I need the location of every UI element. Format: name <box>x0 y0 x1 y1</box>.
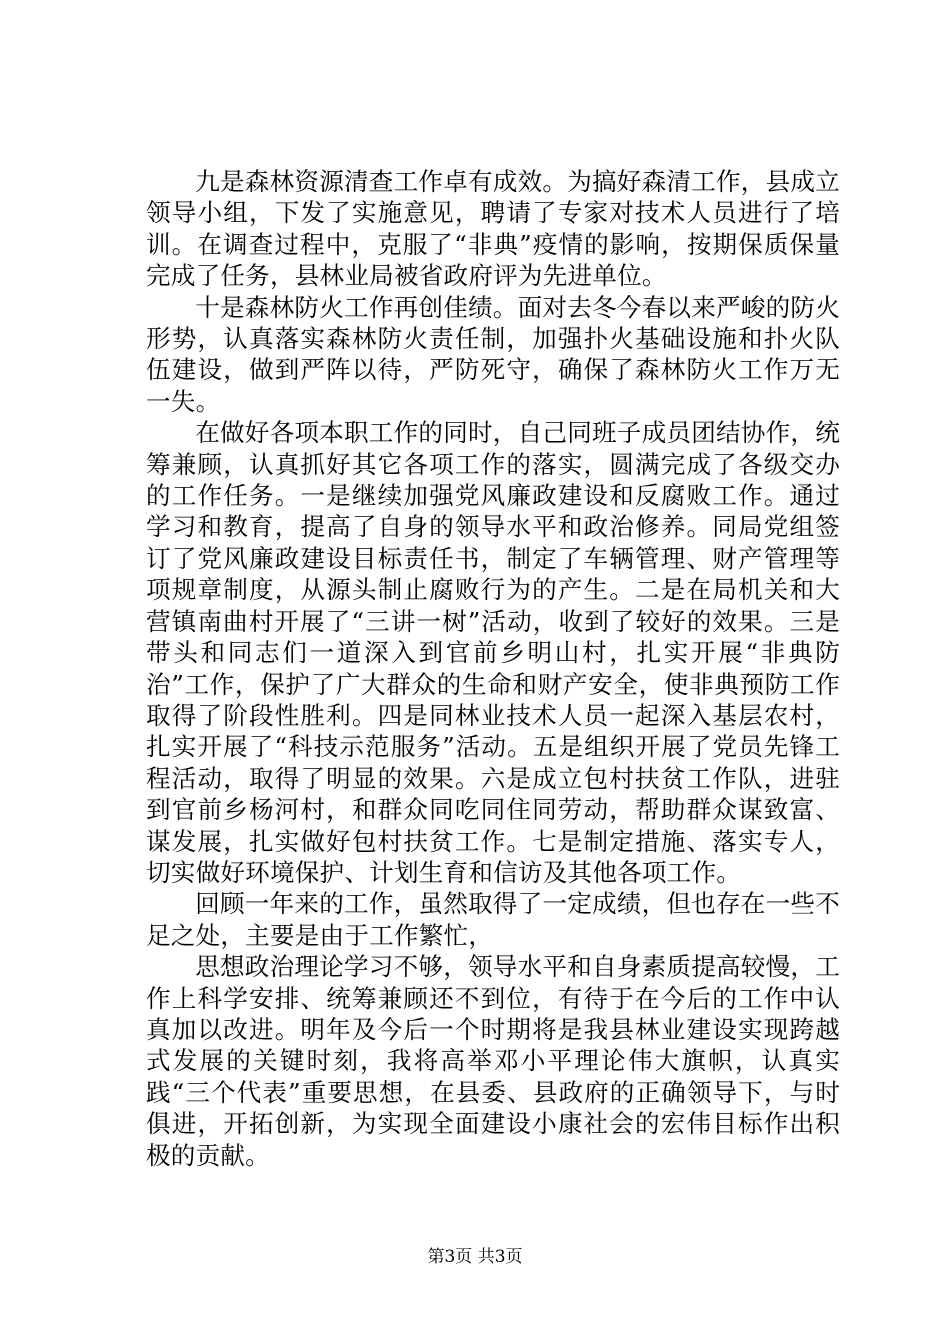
document-body <box>146 166 840 1171</box>
paragraph-forest-inventory: 九是森林资源清查工作卓有成效。为搞好森清工作，县成立领导小组，下发了实施意见，聘请了专家对技术人员进行了培训。在调查过程中，克服了“非典”疫情的影响，按期保质保量完成了任务，县林业局被省政府评为先进单位。 <box>146 167 840 291</box>
paragraph-shortcomings: 回顾一年来的工作，虽然取得了一定成绩，但也存在一些不足之处，主要是由于工作繁忙， <box>146 889 840 950</box>
page-number-footer: 第3页 共3页 <box>427 1247 523 1267</box>
paragraph-fire-prevention: 十是森林防火工作再创佳绩。面对去冬今春以来严峻的防火形势，认真落实森林防火责任制，加强扑火基础设施和扑火队伍建设，做到严阵以待，严防死守，确保了森林防火工作万无一失。 <box>146 292 840 416</box>
paragraph-other-work: 在做好各项本职工作的同时，自己同班子成员团结协作，统筹兼顾，认真抓好其它各项工作的落实，圆满完成了各级交办的工作任务。一是继续加强党风廉政建设和反腐败工作。通过学习和教育，提高了自身的领导水平和政治修养。同局党组签订了党风廉政建设目标责任书，制定了车辆管理、财产管理等项规章制度，从源头制止腐败行为的产生。二是在局机关和大营镇南曲村开展了“三讲一树”活动，收到了较好的效果。三是带头和同志们一道深入到官前乡明山村，扎实开展“非典防治”工作，保护了广大群众的生命和财产安全，使非典预防工作取得了阶段性胜利。四是同林业技术人员一起深入基层农村，扎实开展了“科技示范服务”活动。五是组织开展了党员先锋工程活动，取得了明显的效果。六是成立包村扶贫工作队，进驻到官前乡杨河村，和群众同吃同住同劳动，帮助群众谋致富、谋发展，扎实做好包村扶贫工作。七是制定措施、落实专人，切实做好环境保护、计划生育和信访及其他各项工作。 <box>146 418 840 887</box>
paragraph-future-plans: 思想政治理论学习不够，领导水平和自身素质提高较慢，工作上科学安排、统筹兼顾还不到位，有待于在今后的工作中认真加以改进。明年及今后一个时期将是我县林业建设实现跨越式发展的关键时刻，我将高举邓小平理论伟大旗帜，认真实践“三个代表”重要思想，在县委、县政府的正确领导下，与时俱进，开拓创新，为实现全面建设小康社会的宏伟目标作出积极的贡献。 <box>146 952 840 1170</box>
